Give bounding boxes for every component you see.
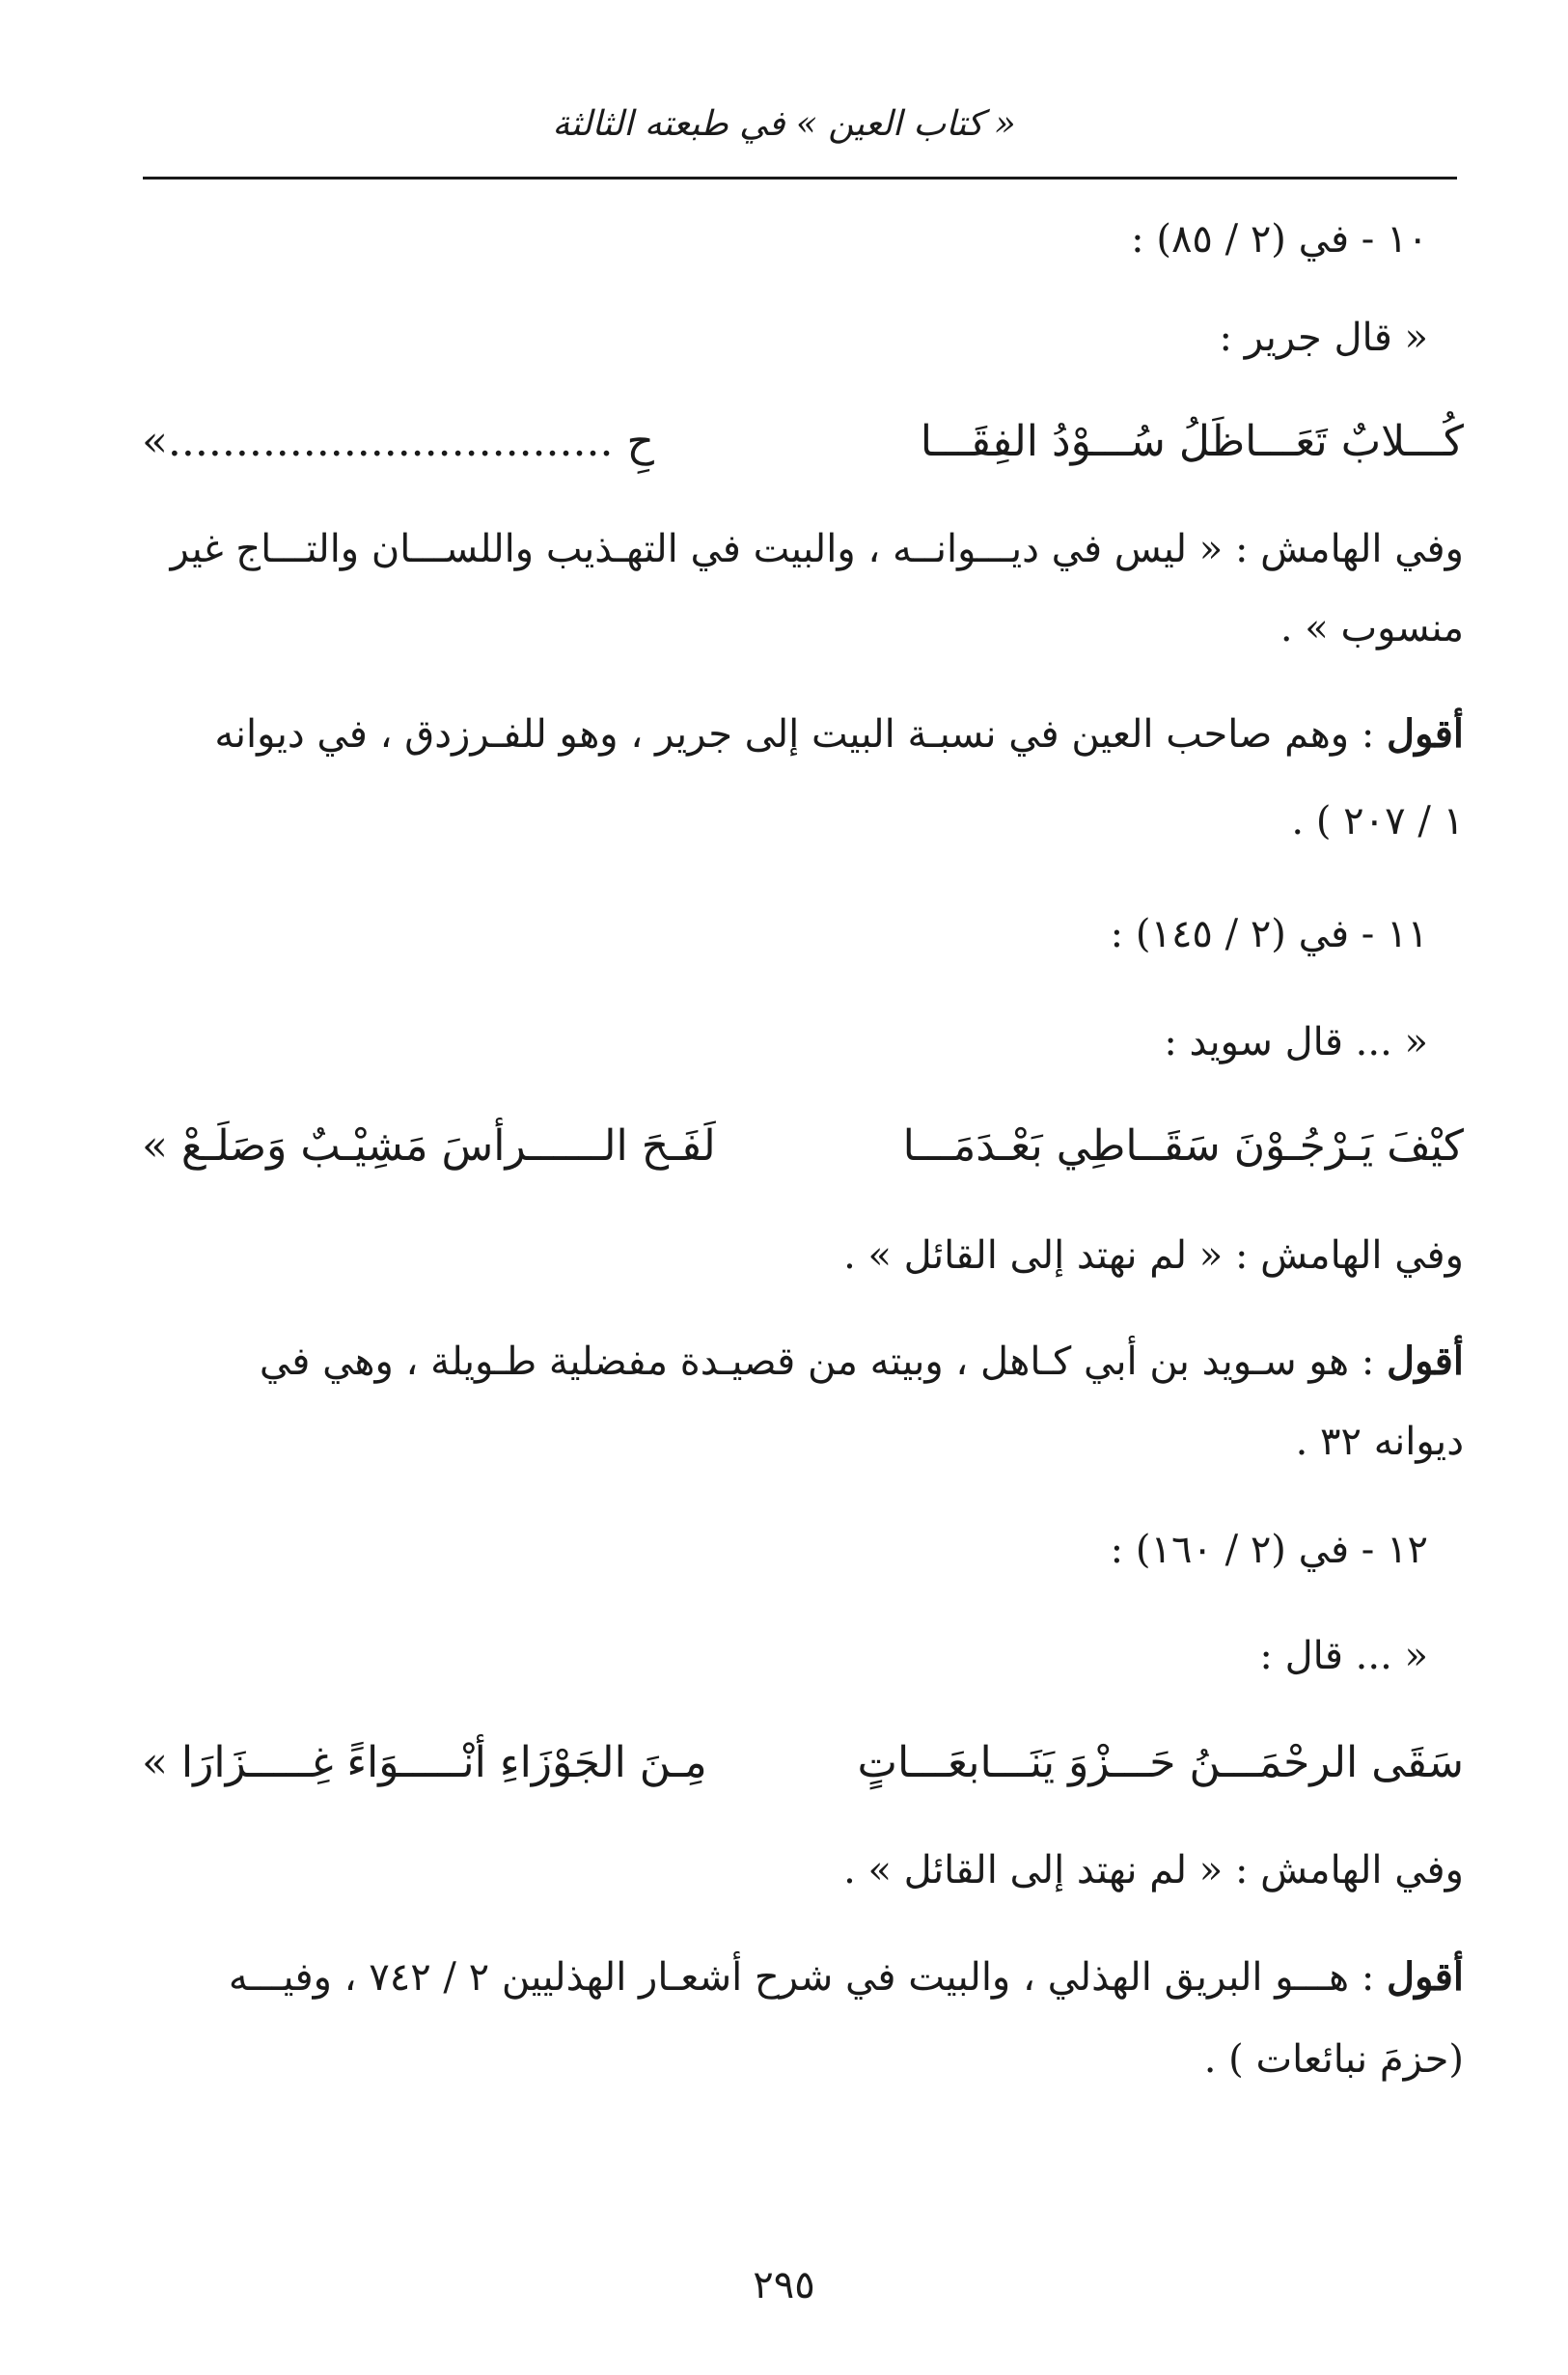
verse-intro: « ... قال : [1259, 1634, 1428, 1678]
footnote-line: وفي الهامش : « لم نهتد إلى القائل » . [843, 1848, 1464, 1892]
verse-line [142, 1118, 1464, 1175]
comment-text: : هـــو البريق الهذلي ، والبيت في شرح أشعـار الهذليين ٢ / ٧٤٢ ، وفيـــه [228, 1955, 1388, 2000]
verse-second-hemistich: مِـنَ الجَوْزَاءِ أنْـــــوَاءً غِـــــزَارَا » [142, 1738, 707, 1787]
comment-line [142, 709, 1464, 759]
comment-label: أقول [1387, 711, 1464, 757]
footnote-line: وفي الهامش : « ليس في ديـــوانــه ، والبيت في التهـذيب واللســـان والتـــاج غير [170, 527, 1464, 571]
comment-text: : وهم صاحب العين في نسبـة البيت إلى جرير ، وهو للفـرزدق ، في ديوانه [214, 712, 1388, 757]
comment-label: أقول [1387, 1339, 1464, 1384]
verse-line [142, 413, 1464, 471]
comment-line [142, 1337, 1464, 1387]
verse-second-hemistich: حِ .................................» [142, 417, 654, 466]
comment-label: أقول [1387, 1954, 1464, 2000]
comment-line: ١ / ٢٠٧ ) . [1291, 799, 1464, 843]
entry-heading: ١١ - في (٢ / ١٤٥) : [1110, 912, 1428, 956]
comment-line [142, 1952, 1464, 2002]
header-divider [143, 177, 1457, 180]
verse-first-hemistich: سَقَى الرحْمَـــنُ حَـــزْوَ يَنَـــابعَـــاتٍ [857, 1738, 1464, 1787]
footnote-line: وفي الهامش : « لم نهتد إلى القائل » . [843, 1233, 1464, 1278]
verse-intro: « قال جرير : [1219, 316, 1428, 360]
verse-second-hemistich: لَفَـحَ الــــــرأسَ مَشِيْـبٌ وَصَلَـعْ » [142, 1121, 716, 1171]
entry-heading: ١٢ - في (٢ / ١٦٠) : [1110, 1528, 1428, 1572]
running-header: « كتاب العين » في طبعته الثالثة [552, 104, 1016, 144]
page-number: ٢٩٥ [753, 2263, 815, 2307]
verse-first-hemistich: كُـــلابٌ تَعَـــاظَلُ سُـــوْدُ الفِقَـــا [920, 417, 1464, 466]
verse-intro: « ... قال سويد : [1164, 1020, 1428, 1064]
verse-first-hemistich: كيْفَ يَـرْجُـوْنَ سَقَــاطِي بَعْـدَمَـــا [902, 1121, 1464, 1171]
comment-line: (حزمَ نبائعات ) . [1203, 2037, 1464, 2082]
comment-line: ديوانه ٣٢ . [1295, 1420, 1464, 1464]
verse-line [142, 1734, 1464, 1792]
comment-text: : هو سـويد بن أبي كـاهل ، وبيته من قصيـدة مفضلية طـويلة ، وهي في [259, 1339, 1388, 1384]
footnote-line: منسوب » . [1279, 606, 1464, 650]
entry-heading: ١٠ - في (٢ / ٨٥) : [1131, 217, 1428, 262]
